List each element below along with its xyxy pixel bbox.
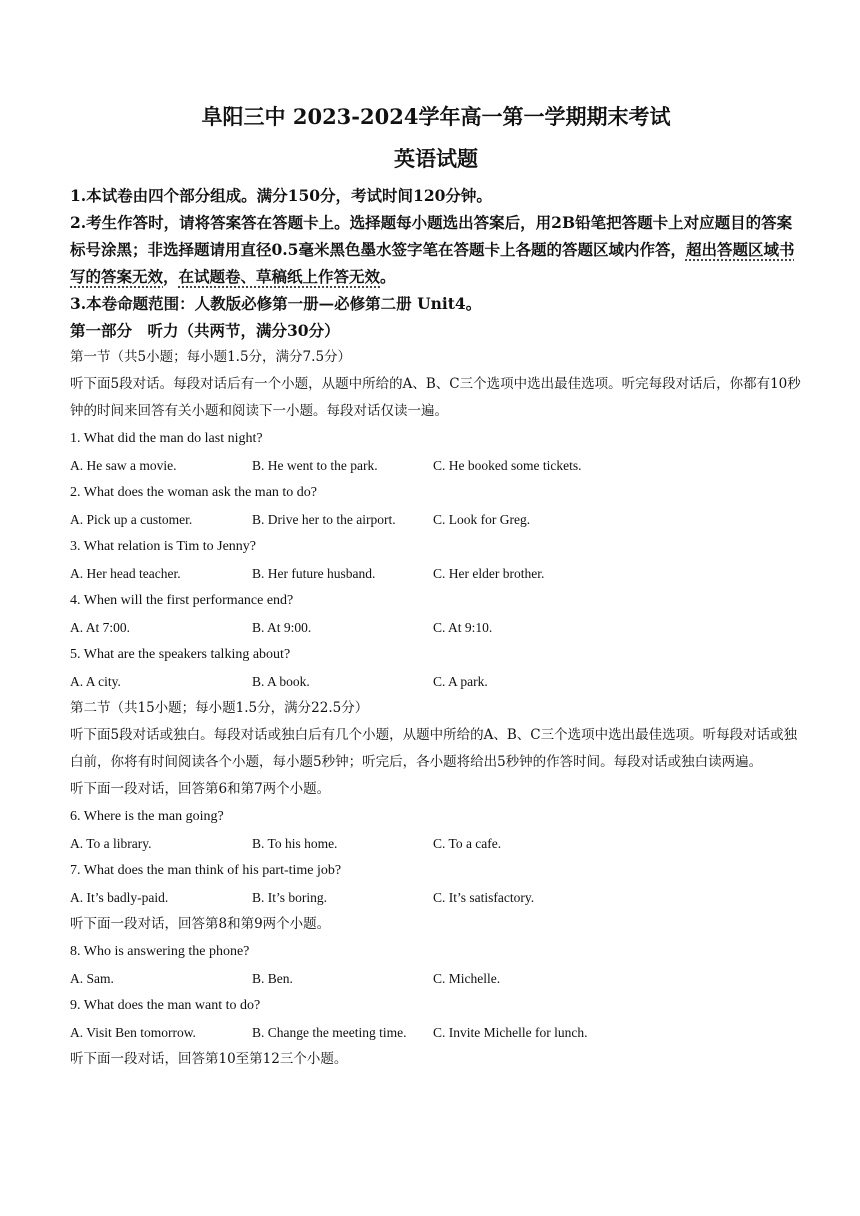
question-1 (70, 425, 802, 479)
note-3: 3.本卷命题范围：人教版必修第一册—必修第二册 Unit4。 (70, 294, 482, 313)
option-a: A. A city. (70, 674, 121, 689)
option-c: C. A park. (433, 674, 488, 689)
exam-subtitle: 英语试题 (394, 146, 478, 171)
lead-in-8-9: 听下面一段对话，回答第8和第9两个小题。 (70, 916, 331, 932)
question-3 (70, 533, 802, 587)
question-options (70, 1019, 802, 1046)
option-c: C. Invite Michelle for lunch. (433, 1025, 588, 1040)
option-b: B. At 9:00. (252, 620, 312, 635)
option-b: B. Her future husband. (252, 566, 376, 581)
question-options (70, 506, 802, 533)
option-a: A. To a library. (70, 836, 152, 851)
option-b: B. He went to the park. (252, 458, 378, 473)
section-1-title: 第一节（共5小题；每小题1.5分，满分7.5分） (70, 349, 352, 365)
option-b: B. Drive her to the airport. (252, 512, 396, 527)
option-c: C. Michelle. (433, 971, 501, 986)
option-c: C. It’s satisfactory. (433, 890, 535, 905)
question-stem: 7. What does the man think of his part-time job? (70, 863, 342, 878)
section-2-title: 第二节（共15小题；每小题1.5分，满分22.5分） (70, 700, 369, 716)
note-2-period: 。 (380, 267, 396, 286)
note-1: 1.本试卷由四个部分组成。满分150分，考试时间120分钟。 (70, 186, 492, 205)
note-2-emphasis-2: 在试题卷、草稿纸上作答无效 (178, 267, 381, 286)
note-2-comma: ， (163, 267, 179, 286)
note-2-emphasis-1: 超出答题区域书写的答案无效 (70, 240, 795, 286)
question-stem: 5. What are the speakers talking about? (70, 647, 291, 662)
option-a: A. Pick up a customer. (70, 512, 193, 527)
option-c: C. At 9:10. (433, 620, 493, 635)
question-options (70, 614, 802, 641)
option-c: C. Her elder brother. (433, 566, 545, 581)
lead-in-10-12: 听下面一段对话，回答第10至第12三个小题。 (70, 1051, 348, 1067)
note-2 (70, 209, 802, 290)
question-7 (70, 857, 802, 911)
option-a: A. At 7:00. (70, 620, 131, 635)
question-options (70, 884, 802, 911)
section-2-instructions: 听下面5段对话或独白。每段对话或独白后有几个小题，从题中所给的A、B、C三个选项中选出最佳选项。听每段对话或独白前，你将有时间阅读各个小题，每小题5秒钟；听完后，各小题将给出5秒钟的作答时间。每段对话或独白读两遍。 (70, 727, 798, 770)
option-a: A. It’s badly-paid. (70, 890, 169, 905)
option-c: C. He booked some tickets. (433, 458, 582, 473)
question-stem: 8. Who is answering the phone? (70, 944, 250, 959)
option-b: B. Ben. (252, 971, 293, 986)
question-2 (70, 479, 802, 533)
question-options (70, 452, 802, 479)
question-stem: 4. When will the first performance end? (70, 593, 294, 608)
option-a: A. Her head teacher. (70, 566, 181, 581)
question-options (70, 560, 802, 587)
question-options (70, 965, 802, 992)
option-b: B. It’s boring. (252, 890, 328, 905)
question-options (70, 668, 802, 695)
question-stem: 3. What relation is Tim to Jenny? (70, 539, 257, 554)
option-a: A. He saw a movie. (70, 458, 177, 473)
exam-page (70, 100, 802, 1073)
question-8 (70, 938, 802, 992)
part-1-title: 第一部分 听力（共两节，满分30分） (70, 321, 340, 340)
question-5 (70, 641, 802, 695)
question-stem: 9. What does the man want to do? (70, 998, 261, 1013)
section-1-instructions: 听下面5段对话。每段对话后有一个小题，从题中所给的A、B、C三个选项中选出最佳选项。听完每段对话后，你都有10秒钟的时间来回答有关小题和阅读下一小题。每段对话仅读一遍。 (70, 376, 801, 419)
exam-title: 阜阳三中 2023-2024学年高一第一学期期末考试 (201, 104, 671, 129)
question-options (70, 830, 802, 857)
option-b: B. To his home. (252, 836, 338, 851)
option-c: C. To a cafe. (433, 836, 502, 851)
question-4 (70, 587, 802, 641)
option-b: B. Change the meeting time. (252, 1025, 407, 1040)
question-stem: 6. Where is the man going? (70, 809, 224, 824)
question-stem: 1. What did the man do last night? (70, 431, 263, 446)
option-c: C. Look for Greg. (433, 512, 531, 527)
option-a: A. Visit Ben tomorrow. (70, 1025, 196, 1040)
question-9 (70, 992, 802, 1046)
option-b: B. A book. (252, 674, 310, 689)
lead-in-6-7: 听下面一段对话，回答第6和第7两个小题。 (70, 781, 331, 797)
question-6 (70, 803, 802, 857)
question-stem: 2. What does the woman ask the man to do? (70, 485, 318, 500)
option-a: A. Sam. (70, 971, 114, 986)
note-2-text: 2.考生作答时，请将答案答在答题卡上。选择题每小题选出答案后，用2B铅笔把答题卡上对应题目的答案标号涂黑；非选择题请用直径0.5毫米黑色墨水签字笔在答题卡上各题的答题区域内作答， (70, 213, 793, 259)
